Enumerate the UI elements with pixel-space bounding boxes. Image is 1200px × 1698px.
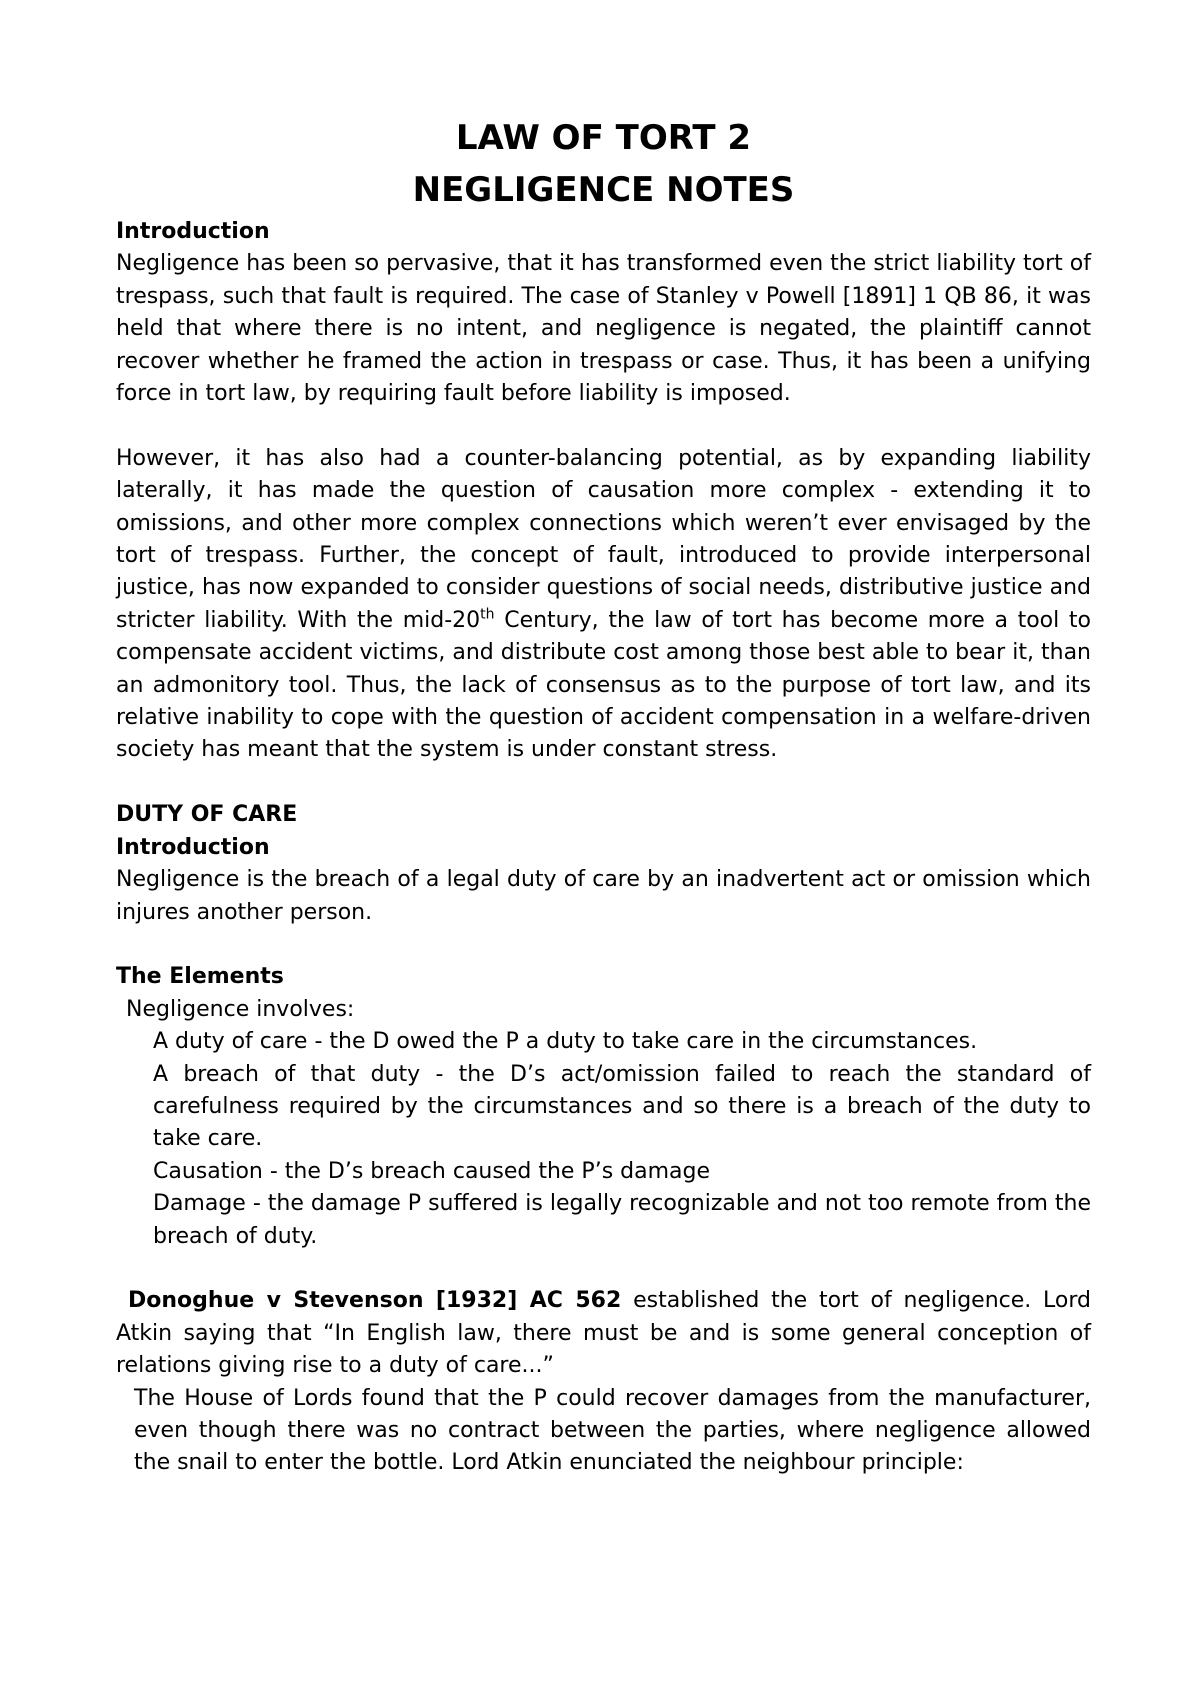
elements-heading: The Elements [116,964,284,990]
document-title [116,0,1091,216]
list-item: A breach of that duty - the D’s act/omission failed to reach the standard of carefulness required by the circumstances and so there is a breach of the duty to take care. [153,1061,1091,1152]
document-body [116,216,1091,1480]
title-line-1: LAW OF TORT 2 [455,118,752,158]
superscript-th: th [480,606,495,623]
case-citation: Donoghue v Stevenson [1932] AC 562 [128,1288,622,1314]
spacer [116,1253,1091,1285]
duty-definition: Negligence is the breach of a legal duty of care by an inadvertent act or omission which injures another person. [116,867,1091,925]
donoghue-paragraph: Donoghue v Stevenson [1932] AC 562 established the tort of negligence. Lord Atkin saying that “In English law, there must be and is some general conception of relations giving rise to a duty of care...” [116,1288,1091,1379]
intro-paragraph-2: However, it has also had a counter-balancing potential, as by expanding liability laterally, it has made the question of causation more complex - extending it to omissions, and other more complex connections which weren’t ever envisaged by the tort of trespass. Further, the concept of fault, introduced to provide interpersonal justice, has now expanded to consider questions of social needs, distributive justice and stricter liability. With the mid-20th Century, the law of tort has become more a tool to compensate accident victims, and distribute cost among those best able to bear it, than an admonitory tool. Thus, the lack of consensus as to the purpose of tort law, and its relative inability to cope with the question of accident compensation in a welfare-driven society has meant that the system is under constant stress. [116,445,1091,763]
duty-section-heading: DUTY OF CARE [116,802,298,828]
duty-intro-heading: Introduction [116,834,270,860]
intro-paragraph-1: Negligence has been so pervasive, that it has transformed even the strict liability tort of trespass, such that fault is required. The case of Stanley v Powell [1891] 1 QB 86, it was held that where there is no intent, and negligence is negated, the plaintiff cannot recover whether he framed the action in trespass or case. Thus, it has been a unifying force in tort law, by requiring fault before liability is imposed. [116,251,1091,407]
list-item: A duty of care - the D owed the P a duty to take care in the circumstances. [153,1029,978,1055]
spacer [116,410,1091,442]
spacer [116,767,1091,799]
list-item: Damage - the damage P suffered is legally recognizable and not too remote from the breach of duty. [153,1191,1091,1249]
elements-list [116,1026,1091,1253]
title-line-2: NEGLIGENCE NOTES [412,170,795,210]
list-item: Causation - the D’s breach caused the P’s damage [153,1158,711,1184]
elements-lead: Negligence involves: [126,996,355,1022]
intro-heading: Introduction [116,219,270,244]
spacer [116,929,1091,961]
house-of-lords-paragraph: The House of Lords found that the P could recover damages from the manufacturer, even though there was no contract between the parties, where negligence allowed the snail to enter the bottle. Lord Atkin enunciated the neighbour principle: [134,1385,1091,1476]
